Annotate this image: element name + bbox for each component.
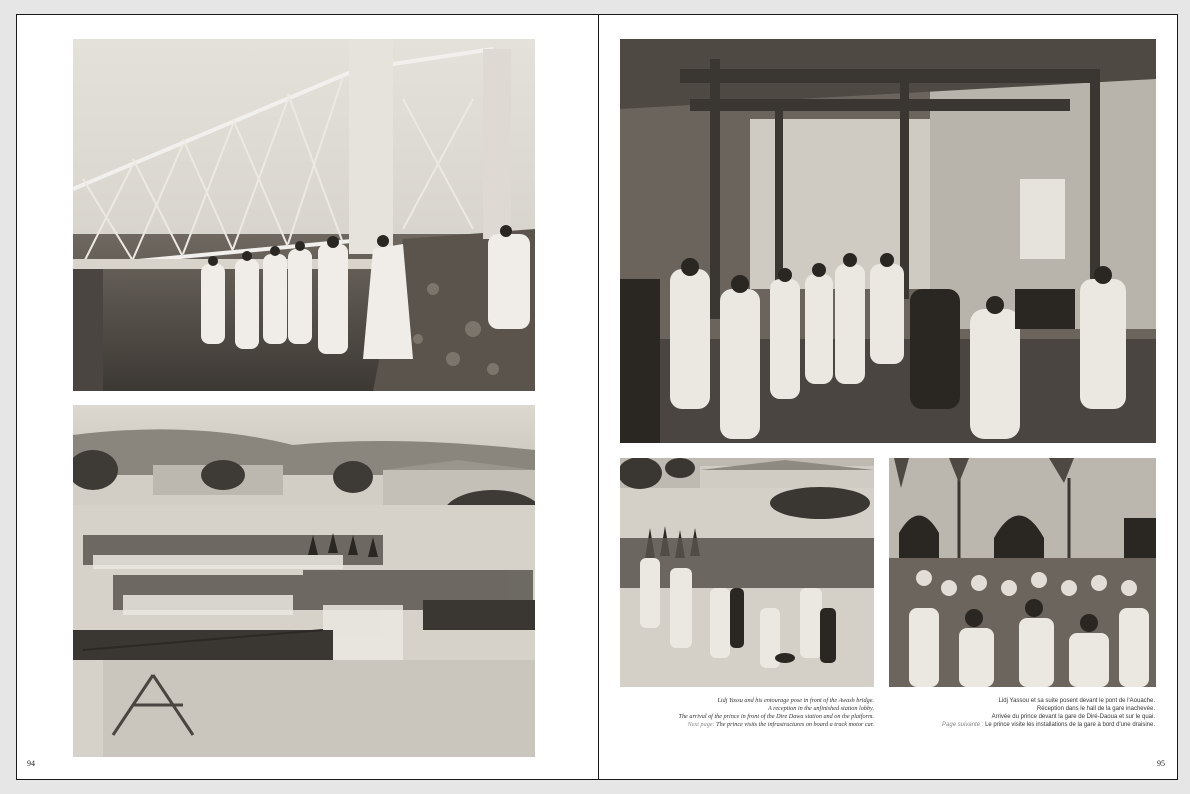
caption-fr-next-label: Page suivante : xyxy=(942,722,984,728)
caption-fr-line-3: Arrivée du prince devant la gare de Diré-Daoua et sur le quai. xyxy=(991,714,1155,720)
caption-fr-line-1: Lidj Yassou et sa suite posent devant le pont de l'Aouache. xyxy=(998,698,1155,704)
photo-station-entrance xyxy=(889,458,1156,687)
caption-en-line-4 xyxy=(679,721,874,729)
photo-platform-crowd xyxy=(620,458,874,687)
caption-fr-line-2: Réception dans le hall de la gare inachevée. xyxy=(1036,706,1155,712)
caption-en-next-text: The prince visits the infrastructures on board a track motor car. xyxy=(716,721,874,728)
caption-english xyxy=(679,697,874,729)
caption-en-next-label: Next page: xyxy=(687,721,715,728)
page-number-right: 95 xyxy=(1157,759,1165,768)
caption-en-line-3: The arrival of the prince in front of the Dire Dawa station and on the platform. xyxy=(678,713,874,720)
caption-fr-line-4 xyxy=(942,721,1155,729)
book-spread xyxy=(16,14,1178,780)
page-gutter xyxy=(598,15,599,779)
caption-french xyxy=(942,697,1155,729)
caption-en-line-1: Lidj Yassu and his entourage pose in front of the Awash bridge. xyxy=(717,697,874,704)
caption-en-line-2: A reception in the unfinished station lobby. xyxy=(767,705,874,712)
page-number-left: 94 xyxy=(27,759,35,768)
photo-station-lobby xyxy=(620,39,1156,443)
caption-fr-next-text: Le prince visite les installations de la gare à bord d'une draisine. xyxy=(985,722,1155,728)
photo-awash-bridge xyxy=(73,39,535,391)
photo-station-arrival xyxy=(73,405,535,757)
